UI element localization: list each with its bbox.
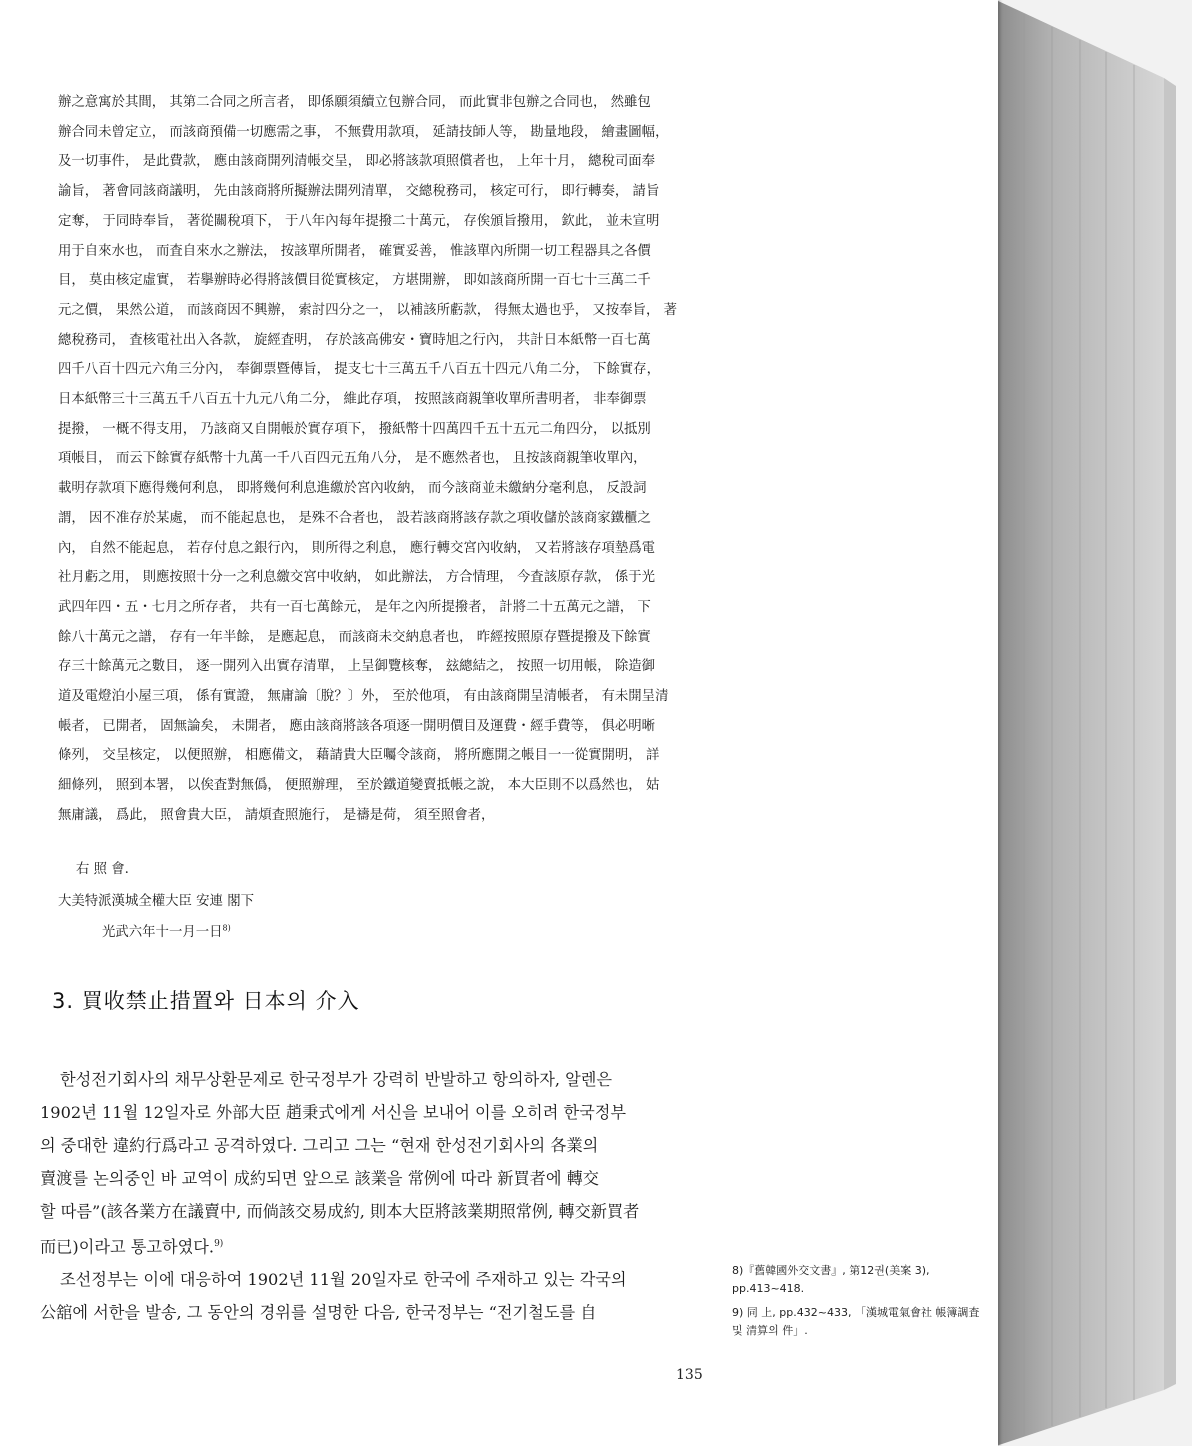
text-line: 無庸議， 爲此， 照會貴大臣， 請煩査照施行， 是禱是荷， 須至照會者， — [58, 807, 495, 823]
text-line: 社月虧之用， 則應按照十分一之利息繳交宮中收納， 如此辦法， 方合情理， 今査該原存款， 係于光 — [58, 570, 656, 586]
book-page-edges — [994, 0, 1192, 1446]
text-line: 謂， 因不准存於某處， 而不能起息也， 是殊不合者也， 設若該商將該存款之項收儲於該商家鐵櫃之 — [58, 510, 651, 526]
text-line: 辦之意寓於其間， 其第二合同之所言者， 即係願須續立包辦合同， 而此實非包辦之合同也， 然雖包 — [58, 95, 651, 110]
text-line: 提撥， 一概不得支用， 乃該商又自開帳於實存項下， 撥紙幣十四萬四千五十五元二角四分， 以抵別 — [58, 421, 651, 437]
footnote-9: 9) 同 上, pp.432~433, 「漢城電氣會社 帳簿調査 및 清算의 件」. — [732, 1306, 980, 1337]
korean-body-text — [40, 1063, 720, 1329]
text-line: 條列， 交呈核定， 以便照辦， 相應備文， 藉請貴大臣囑令該商， 將所應開之帳目一一從實開明， 詳 — [58, 748, 660, 764]
text-line: 總稅務司， 査核電社出入各款， 旋經査明， 存於該高佛安・寶時旭之行內， 共計日本紙幣一百七萬 — [58, 332, 651, 348]
text-line: 餘八十萬元之譜， 存有一年半餘， 是應起息， 而該商未交納息者也， 昨經按照原存暨提撥及下餘實 — [58, 629, 651, 645]
text-line: 할 따름”(該各業方在議賣中, 而倘該交易成約, 則本大臣將該業期照常例, 轉交新買者 — [40, 1202, 640, 1221]
footnote-ref: 9) — [214, 1239, 224, 1249]
text-line: 載明存款項下應得幾何利息， 即將幾何利息進繳於宮內收納， 而今該商並未繳納分毫利息， 反設詞 — [58, 481, 647, 497]
text-line: 目， 莫由核定虛實， 若擧辦時必得將該價目從實核定， 方堪開辦， 即如該商所開一百七十三萬二千 — [58, 273, 651, 289]
text-line: 辦合同未曾定立， 而該商預備一切應需之事， 不無費用款項， 延請技師人等， 勘量地段， 繪畫圖幅， — [58, 124, 669, 140]
text-line: 定奪， 于同時奉旨， 著從關稅項下， 于八年內每年提撥二十萬元， 存俟頒旨撥用， 欽此， 並未宣明 — [58, 213, 660, 229]
text-line: 道及電燈泊小屋三項， 係有實證， 無庸論〔脫？〕外， 至於他項， 有由該商開呈清帳者， 有未開呈清 — [58, 689, 669, 705]
section-heading: 3. 買收禁止措置와 日本의 介入 — [52, 989, 360, 1013]
footnote-ref: 8) — [222, 923, 231, 933]
footnote-8: 8)『舊韓國外交文書』, 第12권(美案 3), pp.413~418. — [732, 1264, 930, 1295]
page-number: 135 — [676, 1367, 703, 1383]
text-line: 武四年四・五・七月之所存者， 共有一百七萬餘元， 是年之內所提撥者， 計將二十五萬元之譜， 下 — [58, 599, 651, 615]
text-line: 조선정부는 이에 대응하여 1902년 11월 20일자로 한국에 주재하고 있는 각국의 — [60, 1270, 627, 1290]
closing-date-line — [102, 921, 231, 940]
text-line: 公舘에 서한을 발송, 그 동안의 경위를 설명한 다음, 한국정부는 “전기철도를 自 — [40, 1303, 597, 1323]
text-line: 賣渡를 논의중인 바 교역이 成約되면 앞으로 該業을 常例에 따라 新買者에 轉交 — [40, 1169, 599, 1188]
text-line: 用于自來水也， 而査自來水之辦法， 按該單所開者， 確實妥善， 惟該單內所開一切工程器具之各價 — [58, 243, 651, 259]
closing-date: 光武六年十一月一日 — [102, 925, 223, 940]
text-line: 細條列， 照到本署， 以俟査對無僞， 便照辦理， 至於鐵道變賣抵帳之說， 本大臣則不以爲然也， 姑 — [58, 778, 660, 794]
text-line: 1902년 11월 12일자로 外部大臣 趙秉式에게 서신을 보내어 이를 오히려 한국정부 — [40, 1103, 627, 1122]
text-line: 內， 自然不能起息， 若存付息之銀行內， 則所得之利息， 應行轉交宮內收納， 又若將該存項墊爲電 — [58, 540, 656, 556]
hanmun-document-text — [58, 88, 718, 831]
closing-addressee: 大美特派漢城全權大臣 安連 閣下 — [58, 894, 254, 909]
text-line: 의 중대한 違約行爲라고 공격하였다. 그리고 그는 “현재 한성전기회사의 各業의 — [40, 1136, 599, 1155]
text-line: 項帳目， 而云下餘實存紙幣十九萬一千八百四元五角八分， 是不應然者也， 且按該商親筆收單內， — [58, 451, 647, 467]
text-line: 元之價， 果然公道， 而該商因不興辦， 索討四分之一， 以補該所虧款， 得無太過也乎， 又按奉旨， 著 — [58, 302, 677, 318]
text-line: 及一切事件， 是此費款， 應由該商開列清帳交呈， 即必將該款項照償者也， 上年十月， 總稅司面奉 — [58, 154, 656, 170]
text-line: 四千八百十四元六角三分內， 奉御票暨傳旨， 提支七十三萬五千八百五十四元八角二分， 下餘實存， — [58, 362, 660, 378]
text-line: 日本紙幣三十三萬五千八百五十九元八角二分， 維此存項， 按照該商親筆收單所書明者， 非奉御票 — [58, 392, 647, 408]
text-line: 帳者， 已開者， 固無論矣， 未開者， 應由該商將該各項逐一開明價目及運費・經手費等， 俱必明晰 — [58, 718, 656, 734]
text-line: 한성전기회사의 채무상환문제로 한국정부가 강력히 반발하고 항의하자, 알렌은 — [60, 1070, 613, 1089]
text-line: 諭旨， 著會同該商議明， 先由該商將所擬辦法開列清單， 交總稅務司， 核定可行， 即行轉奏， 請旨 — [58, 184, 660, 200]
text-segment: 而已)이라고 통고하였다. — [40, 1237, 215, 1257]
text-line: 存三十餘萬元之數目， 逐一開列入出實存清單， 上呈御覽核奪， 玆總結之， 按照一切用帳， 除造御 — [58, 659, 656, 675]
text-line — [40, 1228, 720, 1263]
closing-formula: 右 照 會. — [76, 862, 129, 877]
